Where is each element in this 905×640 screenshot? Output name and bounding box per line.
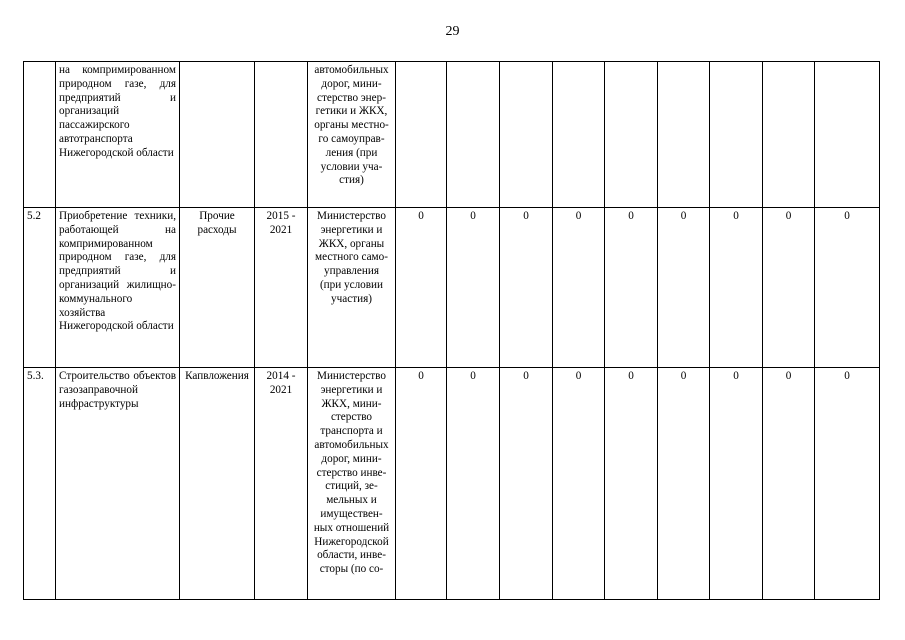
- page-number: 29: [445, 24, 460, 39]
- activity-name-cell: Приобретение техники, работающей на компримированном природном газе, для предприятий и организаций жилищно-коммунального хозяйства Нижегородской области: [56, 208, 180, 368]
- executor-line: местного само-: [315, 251, 388, 264]
- funding-value-cell: [710, 62, 763, 208]
- activity-name-cell: Строительство объектов газозаправочной инфраструктуры: [56, 368, 180, 600]
- executor-line: ных отношений: [313, 521, 390, 534]
- executor-line: стия): [339, 174, 364, 187]
- funding-value-cell: 0: [815, 368, 880, 600]
- executor-line: энергетики и: [320, 223, 383, 236]
- executor-line: энергетики и: [320, 383, 383, 396]
- funding-value-cell: [447, 62, 500, 208]
- executor-line: условии уча-: [320, 160, 383, 173]
- cost-type-cell: Капвложения: [180, 368, 255, 600]
- funding-value-cell: [658, 62, 710, 208]
- executor-line: сторы (по со-: [319, 563, 384, 576]
- funding-value-cell: 0: [447, 208, 500, 368]
- executor-line: го самоуправ-: [318, 132, 385, 145]
- executor-line: области, инве-: [317, 549, 386, 562]
- funding-value-cell: 0: [553, 368, 605, 600]
- executor-line: ЖКХ, органы: [318, 237, 385, 250]
- executor-line: стерство инве-: [316, 466, 387, 479]
- executor-line: Министерство: [317, 210, 386, 222]
- executor-line: стиций, зе-: [325, 480, 378, 493]
- executor-line: стерство энер-: [317, 91, 386, 104]
- executor-line: дорог, мини-: [321, 452, 382, 465]
- funding-value-cell: 0: [658, 208, 710, 368]
- funding-value-cell: [500, 62, 553, 208]
- funding-value-cell: 0: [396, 208, 447, 368]
- executor-line: ЖКХ, мини-: [321, 397, 382, 410]
- table-row: [24, 62, 880, 208]
- funding-value-cell: [396, 62, 447, 208]
- funding-value-cell: 0: [553, 208, 605, 368]
- cost-type-cell: [180, 62, 255, 208]
- funding-value-cell: 0: [815, 208, 880, 368]
- table-row: [24, 368, 880, 600]
- executor-line: органы местно-: [314, 119, 389, 132]
- funding-value-cell: 0: [500, 208, 553, 368]
- funding-value-cell: 0: [500, 368, 553, 600]
- funding-value-cell: [815, 62, 880, 208]
- executor-line: транспорта и: [320, 425, 383, 438]
- cost-type-cell: Прочие расходы: [180, 208, 255, 368]
- program-table: [23, 61, 880, 600]
- activity-name-cell: на компримированном природном газе, для предприятий и организаций пассажирского автотранспорта Нижегородской области: [56, 62, 180, 208]
- executor-cell: [308, 62, 396, 208]
- executor-line: мельных и: [326, 494, 377, 507]
- funding-value-cell: 0: [710, 368, 763, 600]
- executor-line: управления: [324, 265, 379, 278]
- funding-value-cell: 0: [658, 368, 710, 600]
- funding-value-cell: 0: [447, 368, 500, 600]
- executor-line: автомобильных: [314, 438, 389, 451]
- executor-line: гетики и ЖКХ,: [315, 105, 388, 118]
- period-cell: [255, 62, 308, 208]
- row-number-cell: 5.2: [24, 208, 56, 368]
- funding-value-cell: [763, 62, 815, 208]
- funding-value-cell: 0: [710, 208, 763, 368]
- executor-line: Министерство: [317, 370, 386, 382]
- executor-line: имуществен-: [320, 507, 383, 520]
- funding-value-cell: 0: [605, 368, 658, 600]
- executor-line: стерство: [330, 411, 373, 424]
- funding-value-cell: 0: [605, 208, 658, 368]
- executor-line: автомобильных: [314, 64, 389, 76]
- executor-line: ления (при: [325, 146, 378, 159]
- executor-cell: [308, 208, 396, 368]
- row-number-cell: [24, 62, 56, 208]
- funding-value-cell: 0: [763, 368, 815, 600]
- funding-value-cell: [605, 62, 658, 208]
- executor-line: (при условии: [319, 278, 384, 291]
- period-cell: 2015 - 2021: [255, 208, 308, 368]
- executor-cell: [308, 368, 396, 600]
- executor-line: дорог, мини-: [321, 77, 382, 90]
- table-row: [24, 208, 880, 368]
- executor-line: участия): [331, 292, 372, 305]
- period-cell: 2014 - 2021: [255, 368, 308, 600]
- executor-line: Нижегородской: [314, 535, 389, 548]
- row-number-cell: 5.3.: [24, 368, 56, 600]
- funding-value-cell: [553, 62, 605, 208]
- funding-value-cell: 0: [763, 208, 815, 368]
- funding-value-cell: 0: [396, 368, 447, 600]
